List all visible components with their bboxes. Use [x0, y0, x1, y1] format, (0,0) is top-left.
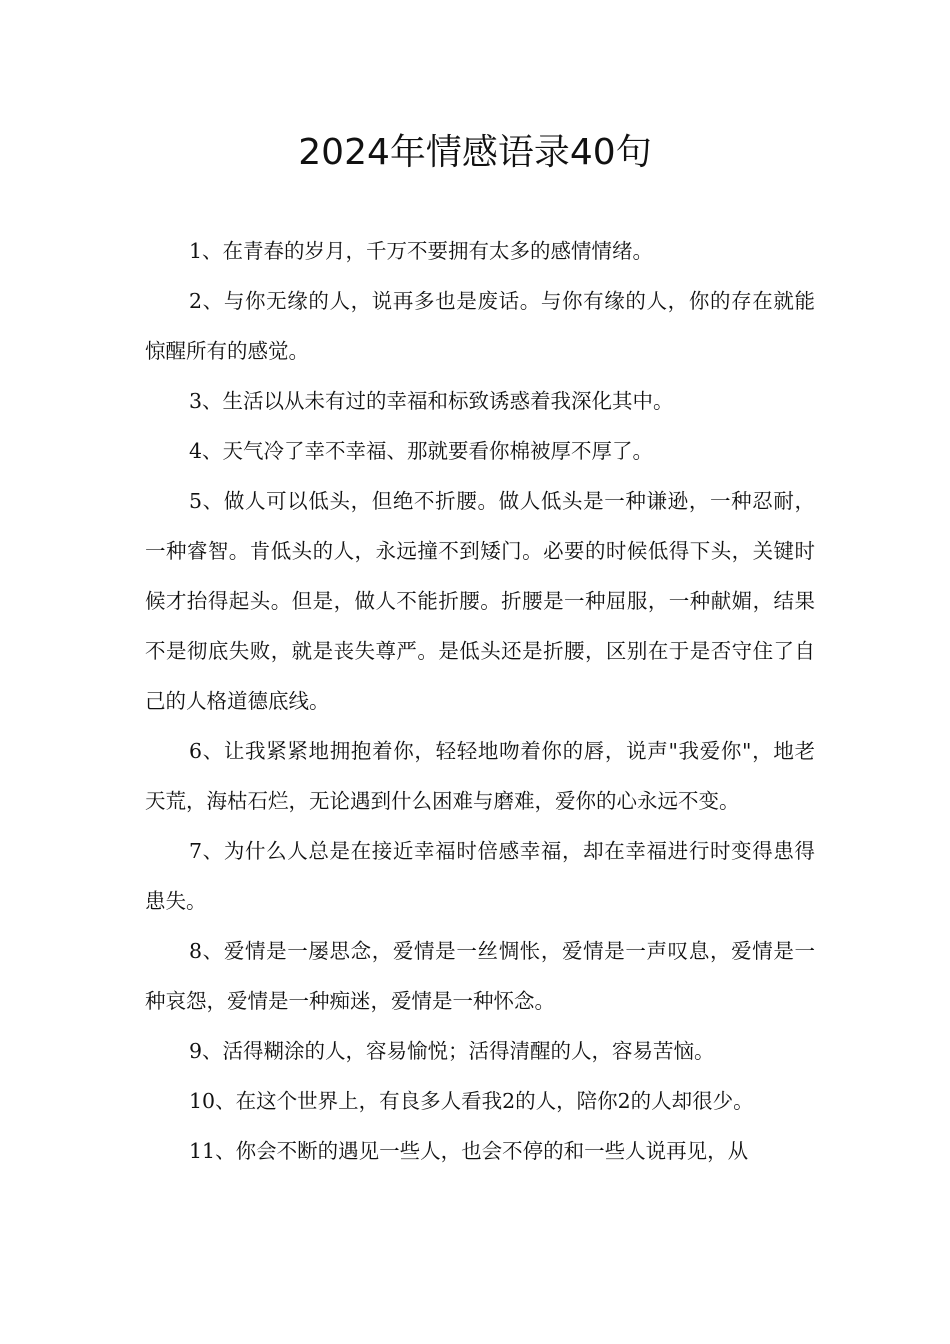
document-body: [145, 226, 815, 1176]
quote-paragraph-3: 3、生活以从未有过的幸福和标致诱惑着我深化其中。: [189, 389, 674, 413]
quote-paragraph-2: 2、与你无缘的人，说再多也是废话。与你有缘的人，你的存在就能惊醒所有的感觉。: [145, 289, 815, 363]
quote-paragraph-6: 6、让我紧紧地拥抱着你，轻轻地吻着你的唇，说声"我爱你"，地老天荒，海枯石烂，无论遇到什么困难与磨难，爱你的心永远不变。: [145, 739, 815, 813]
quote-paragraph-4: 4、天气冷了幸不幸福、那就要看你棉被厚不厚了。: [189, 439, 654, 463]
document-title: 2024年情感语录40句: [298, 132, 652, 173]
quote-paragraph-10: 10、在这个世界上，有良多人看我2的人，陪你2的人却很少。: [189, 1089, 754, 1113]
quote-paragraph-5: 5、做人可以低头，但绝不折腰。做人低头是一种谦逊，一种忍耐，一种睿智。肯低头的人，永远撞不到矮门。必要的时候低得下头，关键时候才抬得起头。但是，做人不能折腰。折腰是一种屈服，一种献媚，结果不是彻底失败，就是丧失尊严。是低头还是折腰，区别在于是否守住了自己的人格道德底线。: [145, 489, 815, 713]
quote-paragraph-11: 11、你会不断的遇见一些人，也会不停的和一些人说再见，从: [189, 1139, 749, 1163]
quote-paragraph-1: 1、在青春的岁月，千万不要拥有太多的感情情绪。: [189, 239, 654, 263]
quote-paragraph-7: 7、为什么人总是在接近幸福时倍感幸福，却在幸福进行时变得患得患失。: [145, 839, 815, 913]
quote-paragraph-9: 9、活得糊涂的人，容易愉悦；活得清醒的人，容易苦恼。: [189, 1039, 715, 1063]
quote-paragraph-8: 8、爱情是一屡思念，爱情是一丝惆怅，爱情是一声叹息，爱情是一种哀怨，爱情是一种痴迷，爱情是一种怀念。: [145, 939, 815, 1013]
